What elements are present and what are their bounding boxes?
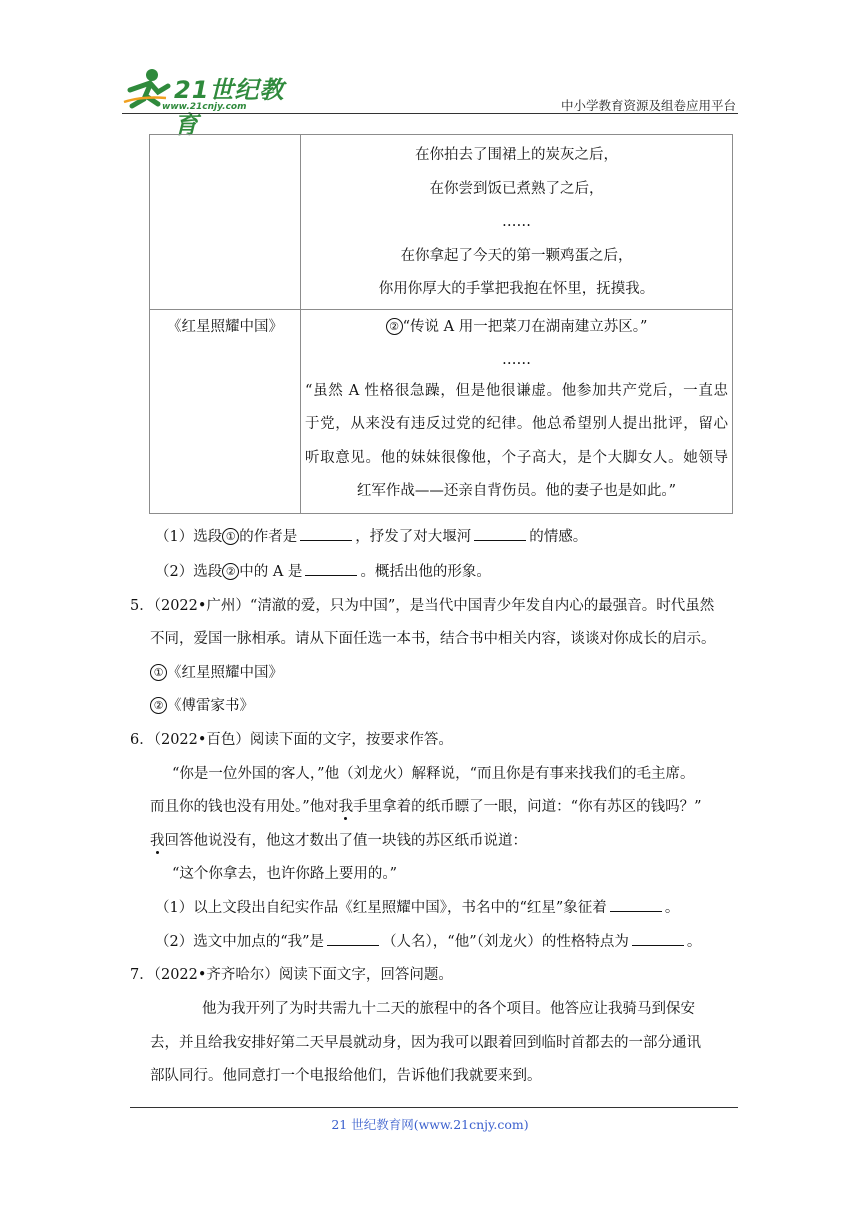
platform-tagline: 中小学教育资源及组卷应用平台 [560, 98, 736, 113]
answer-blank[interactable] [632, 931, 684, 946]
book-title-cell [150, 310, 301, 514]
excerpt-line: 在你尝到饭已煮熟了之后， [429, 180, 604, 197]
question-7-heading: 7．（2022•齐齐哈尔）阅读下面文字，回答问题。 [130, 967, 453, 983]
logo-url: www.21cnjy.com [162, 102, 247, 112]
question-5-option [150, 661, 283, 682]
table-row [150, 310, 733, 514]
text: 。概括出他的形象。 [360, 564, 491, 580]
footer-link[interactable]: 21 世纪教育网(www.21cnjy.com) [331, 1117, 529, 1132]
text: 而且你的钱也没有用处。”他对 [150, 799, 339, 815]
page-header [122, 66, 738, 139]
answer-blank[interactable] [474, 526, 526, 541]
text: （2）选文中加点的“我”是 [155, 934, 325, 950]
answer-blank[interactable] [610, 897, 662, 912]
excerpt-line: 在你拍去了围裙上的炭灰之后， [415, 147, 618, 163]
header-divider [122, 113, 738, 114]
question-4-sub-2 [155, 560, 491, 581]
passage-line: 部队同行。他同意打一个电报给他们，告诉他们我就要来到。 [150, 1068, 542, 1084]
text: 回答他说没有，他这才数出了值一块钱的苏区纸币说道： [164, 833, 527, 849]
question-6-sub-1 [155, 896, 679, 917]
excerpt-line: 于党，从来没有违反过党的纪律。他总希望别人提出批评，留心 [305, 416, 728, 432]
excerpt-cell [301, 310, 733, 514]
answer-blank[interactable] [300, 526, 352, 541]
excerpt-line: 在你拿起了今天的第一颗鸡蛋之后， [400, 247, 633, 264]
text: 。 [664, 900, 680, 916]
excerpt-line: 红军作战——还亲自背伤员。他的妻子也是如此。” [356, 483, 677, 499]
passage-line: “这个你拿去，也许你路上要用的。” [172, 866, 398, 882]
dotted-char: 我 [150, 833, 165, 849]
text: （2）选段 [155, 564, 223, 580]
excerpt-line: 你用你厚大的手掌把我抱在怀里，抚摸我。 [378, 281, 655, 297]
excerpt-table [149, 134, 733, 514]
excerpt-line: 听取意见。他的妹妹很像他，个子高大，是个大脚女人。她领导 [305, 449, 728, 466]
circled-number: ② [222, 563, 239, 580]
passage-line: 他为我开列了为时共需九十二天的旅程中的各个项目。他答应让我骑马到保安 [202, 1001, 695, 1017]
text: 《红星照耀中国》 [167, 665, 283, 681]
circled-number: ① [222, 528, 239, 545]
dotted-char: 我 [338, 799, 354, 815]
text: 手里拿着的纸币瞟了一眼，问道：“你有苏区的钱吗？” [353, 799, 702, 815]
book-title: 《红星照耀中国》 [167, 319, 283, 335]
passage-line: “你是一位外国的客人，”他（刘龙火）解释说，“而且你是有事来找我们的毛主席。 [172, 766, 695, 782]
question-6-sub-2 [155, 930, 701, 951]
text: （人名），“他”（刘龙火）的性格特点为 [382, 934, 629, 950]
text: 的情感。 [529, 529, 588, 545]
logo-text: 21世纪教育 [174, 76, 285, 139]
passage-line [150, 829, 527, 850]
excerpt-cell [301, 135, 733, 310]
circled-number: ① [150, 664, 167, 681]
text: 的作者是 [239, 529, 298, 545]
question-5-option [150, 694, 254, 715]
text: 中的 A 是 [239, 564, 303, 580]
text: 。 [686, 934, 702, 950]
text: （1）选段 [155, 529, 223, 545]
answer-blank[interactable] [305, 561, 357, 576]
question-4-sub-1 [155, 525, 587, 546]
question-5-line: 5．（2022•广州）“清澈的爱，只为中国”，是当代中国青少年发自内心的最强音。时代虽然 [130, 598, 715, 614]
passage-line: 去，并且给我安排好第二天早晨就动身，因为我可以跟着回到临时首都去的一部分通讯 [150, 1035, 701, 1051]
book-cell-empty [150, 135, 301, 310]
excerpt-line: …… [502, 351, 531, 368]
excerpt-line [301, 311, 732, 345]
question-5-line: 不同，爱国一脉相承。请从下面任选一本书，结合书中相关内容，谈谈对你成长的启示。 [150, 631, 716, 647]
passage-line [150, 795, 702, 816]
text: ，抒发了对大堰河 [355, 529, 472, 545]
site-logo[interactable] [122, 66, 292, 139]
circled-number: ② [150, 697, 167, 714]
text: （1）以上文段出自纪实作品《红星照耀中国》，书名中的“红星”象征着 [155, 900, 607, 916]
excerpt-text: “传说 A 用一把菜刀在湖南建立苏区。” [402, 319, 648, 335]
excerpt-line: “虽然 A 性格很急躁，但是他很谦虚。他参加共产党后，一直忠 [305, 382, 728, 399]
table-row [150, 135, 733, 310]
footer-divider [130, 1107, 738, 1108]
answer-blank[interactable] [327, 931, 379, 946]
excerpt-line: …… [502, 214, 531, 230]
circled-number: ② [386, 318, 403, 335]
text: 《傅雷家书》 [167, 698, 254, 714]
question-6-heading: 6．（2022•百色）阅读下面的文字，按要求作答。 [130, 732, 453, 748]
